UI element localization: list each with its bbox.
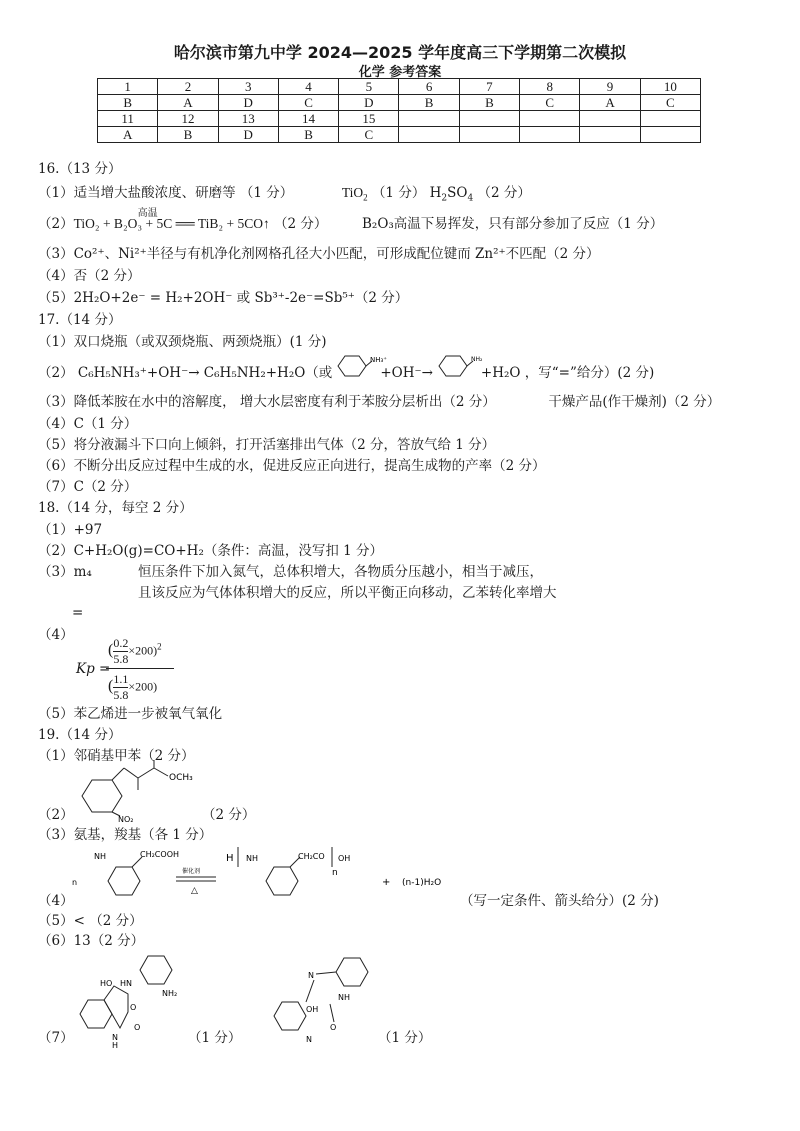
q18-answer-5: （5）苯乙烯进一步被氧气氧化 — [38, 706, 223, 722]
table-cell: 8 — [520, 79, 580, 95]
den-mult: ×200) — [128, 679, 158, 694]
table-cell: B — [459, 95, 519, 111]
table-cell — [399, 127, 459, 143]
table-cell: D — [218, 127, 278, 143]
table-cell: A — [158, 95, 218, 111]
q17-answer-6: （6）不断分出反应过程中生成的水，促进反应正向进行，提高生成物的产率（2 分） — [38, 458, 546, 474]
q16-1-so-sub: 4 — [467, 193, 474, 204]
kp-fraction-bar — [106, 668, 174, 669]
table-cell — [399, 111, 459, 127]
table-cell — [580, 127, 640, 143]
q17-answer-7: （7）C（2 分） — [38, 479, 138, 495]
carbonyl-o-label: O — [134, 1023, 141, 1032]
q17-answer-1: （1）双口烧瓶（或双颈烧瓶、两颈烧瓶）(1 分) — [38, 334, 327, 350]
q16-1-h2so4 — [371, 185, 474, 204]
q16-1-h-sub: 2 — [441, 193, 448, 204]
oh-label: OH — [306, 1005, 319, 1014]
q16-2-num: （2） — [38, 216, 74, 232]
q19-answer-5: （5）< （2 分） — [38, 913, 143, 929]
table-cell: 4 — [278, 79, 338, 95]
q18-answer-3a: （3）m₄ — [38, 564, 92, 580]
q19-answer-7-num: （7） — [38, 1030, 74, 1046]
carbonyl-o-b-label: O — [330, 1023, 337, 1032]
table-cell — [520, 111, 580, 127]
table-cell: 15 — [339, 111, 399, 127]
nh-b-label: N — [306, 1035, 312, 1044]
num-bottom: 5.8 — [113, 652, 129, 666]
q18-answer-4: （4） — [38, 627, 74, 643]
nh3-label: NH₃⁺ — [370, 356, 388, 364]
table-cell: 10 — [640, 79, 700, 95]
q19-4-reaction — [70, 845, 490, 905]
q16-2-score: （2 分） — [274, 216, 328, 232]
table-cell: B — [399, 95, 459, 111]
product-ch2co: CH₂CO — [298, 852, 325, 861]
table-cell — [640, 127, 700, 143]
q16-heading: 16.（13 分） — [38, 161, 122, 177]
kp-numerator: ( $\frac{0.2}{5.8}$ ×200)$^2$ — [108, 636, 162, 666]
table-cell: C — [278, 95, 338, 111]
product-oh: OH — [338, 854, 351, 863]
q16-1-tio2 — [341, 185, 368, 203]
q19-answer-2-num: （2） — [38, 807, 74, 823]
table-cell: 12 — [158, 111, 218, 127]
num-top: 0.2 — [113, 636, 129, 650]
table-cell — [580, 111, 640, 127]
och3-label: OCH₃ — [169, 773, 193, 783]
product-n: n — [332, 868, 338, 878]
q19-7-structure-b — [266, 946, 386, 1046]
plus-sign: + — [382, 877, 391, 888]
heat-label: △ — [191, 886, 198, 896]
q18-answer-1: （1）+97 — [38, 522, 103, 538]
ho-label: HO — [100, 979, 113, 988]
table-cell: A — [580, 95, 640, 111]
imine-n-label: N — [308, 971, 314, 980]
table-cell: 14 — [278, 111, 338, 127]
table-cell: 1 — [98, 79, 158, 95]
table-cell: 9 — [580, 79, 640, 95]
q17-answer-5: （5）将分液漏斗下口向上倾斜，打开活塞排出气体（2 分，答放气给 1 分） — [38, 437, 496, 453]
hn-label: HN — [120, 979, 132, 988]
no2-label: NO₂ — [118, 815, 134, 824]
q17-2-end: +H₂O ，写“=”给分）(2 分) — [480, 365, 655, 381]
table-cell: A — [98, 127, 158, 143]
q16-answer-2 — [38, 208, 664, 233]
q19-answer-3: （3）氨基，羧基（各 1 分） — [38, 827, 213, 843]
table-cell: C — [339, 127, 399, 143]
nh2-label: NH₂ — [470, 356, 483, 363]
q16-1-score: （2 分） — [477, 185, 531, 201]
table-cell: B — [98, 95, 158, 111]
table-cell: 11 — [98, 111, 158, 127]
table-row — [98, 127, 701, 143]
den-top: 1.1 — [113, 672, 129, 686]
table-row — [98, 111, 701, 127]
q17-2-mid: +OH⁻→ — [380, 365, 433, 381]
q19-answer-1: （1）邻硝基甲苯（2 分） — [38, 748, 195, 764]
q16-1-text: （1）适当增大盐酸浓度、研磨等 （1 分） — [38, 185, 294, 201]
q16-answer-1 — [38, 184, 531, 202]
product-nh: NH — [246, 854, 258, 863]
amine-nh-label: NH — [338, 993, 350, 1002]
q16-1-so: SO — [447, 185, 468, 201]
q16-1-tio2-a: TiO — [341, 185, 364, 200]
q16-1-tio2-sub: 2 — [363, 192, 368, 203]
q17-answer-3 — [38, 393, 720, 411]
table-row — [98, 95, 701, 111]
nh2-sub-label: NH₂ — [162, 989, 178, 998]
table-cell — [640, 111, 700, 127]
table-cell — [459, 127, 519, 143]
reactant-n: n — [72, 878, 78, 887]
page-subtitle: 化学 参考答案 — [358, 65, 442, 80]
q19-answer-4-num: （4） — [38, 893, 74, 909]
q18-answer-3c: 且该反应为气体体积增大的反应，所以平衡正向移动，乙苯转化率增大 — [138, 585, 557, 601]
table-cell: 3 — [218, 79, 278, 95]
aniline-ring-icon — [433, 353, 481, 379]
q19-answer-7-score-b: （1 分） — [378, 1030, 432, 1046]
ring-o-label: O — [130, 1003, 137, 1012]
reactant-nh: NH — [94, 852, 106, 861]
ring-n-label: N — [112, 1033, 118, 1042]
page-title: 哈尔滨市第九中学 2024—2025 学年度高三下学期第二次模拟 — [173, 43, 627, 62]
q19-answer-2-score: （2 分） — [202, 807, 256, 823]
answer-table — [97, 78, 701, 143]
water-product: (n-1)H₂O — [402, 878, 442, 888]
q16-answer-5: （5）2H₂O+2e⁻ = H₂+2OH⁻ 或 Sb³⁺-2e⁻=Sb⁵⁺（2 分） — [38, 290, 409, 306]
q18-heading: 18.（14 分，每空 2 分） — [38, 500, 193, 516]
table-cell: 2 — [158, 79, 218, 95]
q16-2-reason: B₂O₃高温下易挥发，只有部分参加了反应（1 分） — [362, 216, 664, 232]
table-cell: B — [278, 127, 338, 143]
num-square: 2 — [157, 641, 162, 652]
table-cell: 5 — [339, 79, 399, 95]
product-h: H — [226, 853, 234, 864]
q16-answer-4: （4）否（2 分） — [38, 268, 141, 284]
q19-answer-7-score-a: （1 分） — [188, 1030, 242, 1046]
table-cell: 6 — [399, 79, 459, 95]
aniline-structure — [433, 356, 483, 377]
table-cell: C — [640, 95, 700, 111]
table-row — [98, 79, 701, 95]
num-mult: ×200) — [128, 643, 158, 658]
q19-heading: 19.（14 分） — [38, 727, 122, 743]
ring-h-label: H — [112, 1041, 119, 1050]
q17-2-eq: （2） C₆H₅NH₃⁺+OH⁻→ C₆H₅NH₂+H₂O（或 — [38, 365, 333, 381]
anilinium-ring-icon — [332, 353, 388, 379]
table-cell — [459, 111, 519, 127]
q16-2-eq-text: TiO₂ + B₂O₃ + 5C ══ TiB₂ + 5CO↑ — [73, 216, 270, 231]
q17-answer-2 — [38, 356, 655, 382]
table-cell: D — [218, 95, 278, 111]
q18-answer-3-eq: = — [72, 605, 84, 621]
kp-label: Kp = — [76, 661, 111, 677]
table-cell: B — [158, 127, 218, 143]
den-bottom: 5.8 — [113, 688, 129, 702]
q16-2-condition: 高温 — [137, 208, 158, 219]
table-cell: 7 — [459, 79, 519, 95]
q19-answer-4-note: （写一定条件、箭头给分）(2 分) — [460, 893, 659, 909]
kp-denominator: ( $\frac{1.1}{5.8}$ ×200) — [108, 672, 158, 702]
q18-answer-3b: 恒压条件下加入氮气，总体积增大，各物质分压越小，相当于减压， — [138, 564, 543, 580]
table-cell: 13 — [218, 111, 278, 127]
q17-answer-4: （4）C（1 分） — [38, 416, 138, 432]
table-cell: C — [520, 95, 580, 111]
anilinium-structure — [332, 356, 388, 377]
table-cell: D — [339, 95, 399, 111]
q16-2-equation — [73, 208, 270, 233]
reactant-ch2cooh: CH₂COOH — [140, 850, 180, 859]
q18-answer-2: （2）C+H₂O(g)=CO+H₂（条件：高温，没写扣 1 分） — [38, 543, 384, 559]
q17-heading: 17.（14 分） — [38, 312, 122, 328]
q19-answer-6: （6）13（2 分） — [38, 933, 145, 949]
q17-3-b: 干燥产品(作干燥剂)（2 分） — [548, 394, 721, 410]
q16-1-h-a: （1 分） H — [371, 185, 442, 201]
q17-3-a: （3）降低苯胺在水中的溶解度， 增大水层密度有利于苯胺分层析出（2 分） — [38, 394, 496, 410]
q16-answer-3: （3）Co²⁺、Ni²⁺半径与有机净化剂网格孔径大小匹配，可形成配位键而 Zn²⁺不匹配（2 分） — [38, 246, 600, 262]
table-cell — [520, 127, 580, 143]
q19-2-structure — [72, 762, 222, 822]
catalyst-label: 催化剂 — [182, 868, 201, 875]
